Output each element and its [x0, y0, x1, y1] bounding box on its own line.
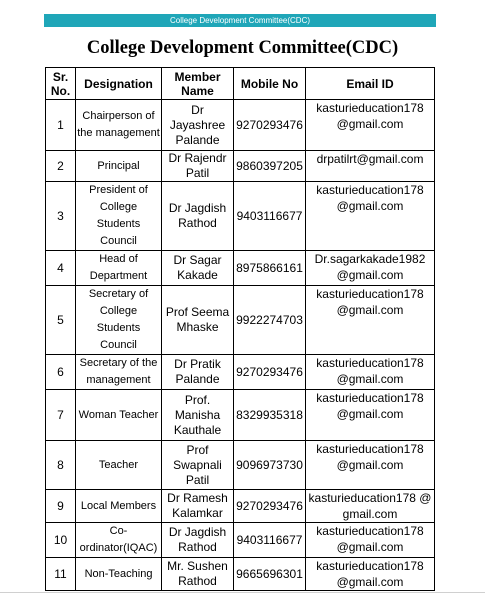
col-header-member: Member Name — [162, 68, 234, 100]
designation-cell: Secretary of the management — [76, 355, 162, 390]
designation-cell: Non-Teaching — [76, 558, 162, 591]
email-cell: kasturieducation178 @gmail.com — [306, 441, 435, 490]
sr-cell: 11 — [46, 558, 76, 591]
mobile-cell: 9270293476 — [234, 355, 306, 390]
email-cell: kasturieducation178 @ gmail.com — [306, 490, 435, 523]
table-row — [46, 182, 435, 251]
mobile-cell: 9270293476 — [234, 490, 306, 523]
table-row — [46, 490, 435, 523]
sr-cell: 9 — [46, 490, 76, 523]
table-row — [46, 558, 435, 591]
designation-cell: Teacher — [76, 441, 162, 490]
email-cell: kasturieducation178 @gmail.com — [306, 390, 435, 441]
designation-cell: Woman Teacher — [76, 390, 162, 441]
table-header-row — [46, 68, 435, 100]
sr-cell: 4 — [46, 251, 76, 286]
sr-cell: 2 — [46, 151, 76, 182]
table-row — [46, 151, 435, 182]
sr-cell: 10 — [46, 523, 76, 558]
sr-cell: 6 — [46, 355, 76, 390]
mobile-cell: 8975866161 — [234, 251, 306, 286]
member-cell: Dr Sagar Kakade — [162, 251, 234, 286]
sr-cell: 1 — [46, 100, 76, 151]
email-cell: kasturieducation178 @gmail.com — [306, 182, 435, 251]
designation-cell: Head of Department — [76, 251, 162, 286]
member-cell: Dr Jayashree Palande — [162, 100, 234, 151]
designation-cell: Secretary of College Students Council — [76, 286, 162, 355]
member-cell: Prof Swapnali Patil — [162, 441, 234, 490]
table-row — [46, 441, 435, 490]
mobile-cell: 9403116677 — [234, 182, 306, 251]
email-cell: kasturieducation178 @gmail.com — [306, 558, 435, 591]
committee-table — [45, 67, 435, 591]
member-cell: Dr Jagdish Rathod — [162, 182, 234, 251]
member-cell: Prof Seema Mhaske — [162, 286, 234, 355]
header-banner: College Development Committee(CDC) — [44, 14, 436, 27]
member-cell: Dr Ramesh Kalamkar — [162, 490, 234, 523]
col-header-designation: Designation — [76, 68, 162, 100]
sr-cell: 3 — [46, 182, 76, 251]
member-cell: Dr Jagdish Rathod — [162, 523, 234, 558]
mobile-cell: 9665696301 — [234, 558, 306, 591]
sr-cell: 8 — [46, 441, 76, 490]
mobile-cell: 9096973730 — [234, 441, 306, 490]
table-row — [46, 251, 435, 286]
page-title: College Development Committee(CDC) — [86, 38, 399, 58]
col-header-mobile: Mobile No — [234, 68, 306, 100]
member-cell: Dr Rajendr Patil — [162, 151, 234, 182]
member-cell: Dr Pratik Palande — [162, 355, 234, 390]
designation-cell: Principal — [76, 151, 162, 182]
email-cell: drpatilrt@gmail.com — [306, 151, 435, 182]
member-cell: Prof. Manisha Kauthale — [162, 390, 234, 441]
email-cell: kasturieducation178 @gmail.com — [306, 286, 435, 355]
table-row — [46, 100, 435, 151]
email-cell: Dr.sagarkakade1982 @gmail.com — [306, 251, 435, 286]
designation-cell: President of College Students Council — [76, 182, 162, 251]
col-header-sr: Sr. No. — [46, 68, 76, 100]
table-row — [46, 523, 435, 558]
col-header-email: Email ID — [306, 68, 435, 100]
sr-cell: 7 — [46, 390, 76, 441]
mobile-cell: 8329935318 — [234, 390, 306, 441]
email-cell: kasturieducation178 @gmail.com — [306, 355, 435, 390]
page-bottom-divider — [0, 592, 485, 593]
member-cell: Mr. Sushen Rathod — [162, 558, 234, 591]
mobile-cell: 9922274703 — [234, 286, 306, 355]
table-row — [46, 286, 435, 355]
mobile-cell: 9860397205 — [234, 151, 306, 182]
email-cell: kasturieducation178 @gmail.com — [306, 523, 435, 558]
mobile-cell: 9403116677 — [234, 523, 306, 558]
designation-cell: Local Members — [76, 490, 162, 523]
email-cell: kasturieducation178 @gmail.com — [306, 100, 435, 151]
table-row — [46, 390, 435, 441]
mobile-cell: 9270293476 — [234, 100, 306, 151]
table-row — [46, 355, 435, 390]
designation-cell: Chairperson of the management — [76, 100, 162, 151]
designation-cell: Co-ordinator(IQAC) — [76, 523, 162, 558]
sr-cell: 5 — [46, 286, 76, 355]
